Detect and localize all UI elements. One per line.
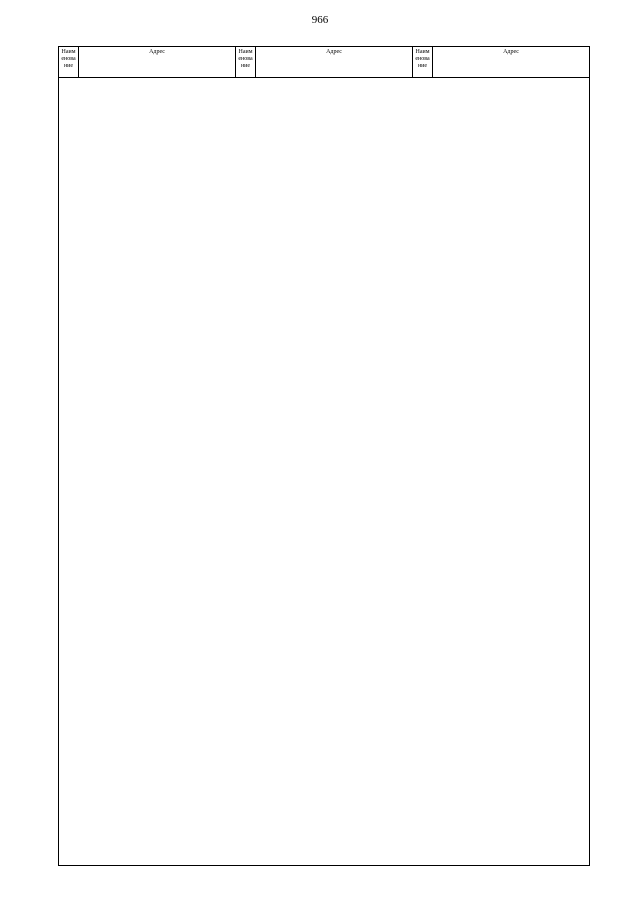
page-number: 966 (311, 14, 329, 26)
kind-header: Наим енова ние (59, 47, 79, 77)
column-group-2 (235, 47, 412, 77)
address-header: Адрес (149, 49, 165, 55)
column-group-3 (412, 47, 589, 77)
kind-header: Наим енова ние (236, 47, 256, 77)
address-table (58, 46, 590, 866)
column-group-1 (59, 47, 235, 77)
address-header: Адрес (503, 49, 519, 55)
table-body (59, 78, 589, 868)
kind-header: Наим енова ние (413, 47, 433, 77)
address-header: Адрес (326, 49, 342, 55)
table-header-row (59, 47, 589, 78)
